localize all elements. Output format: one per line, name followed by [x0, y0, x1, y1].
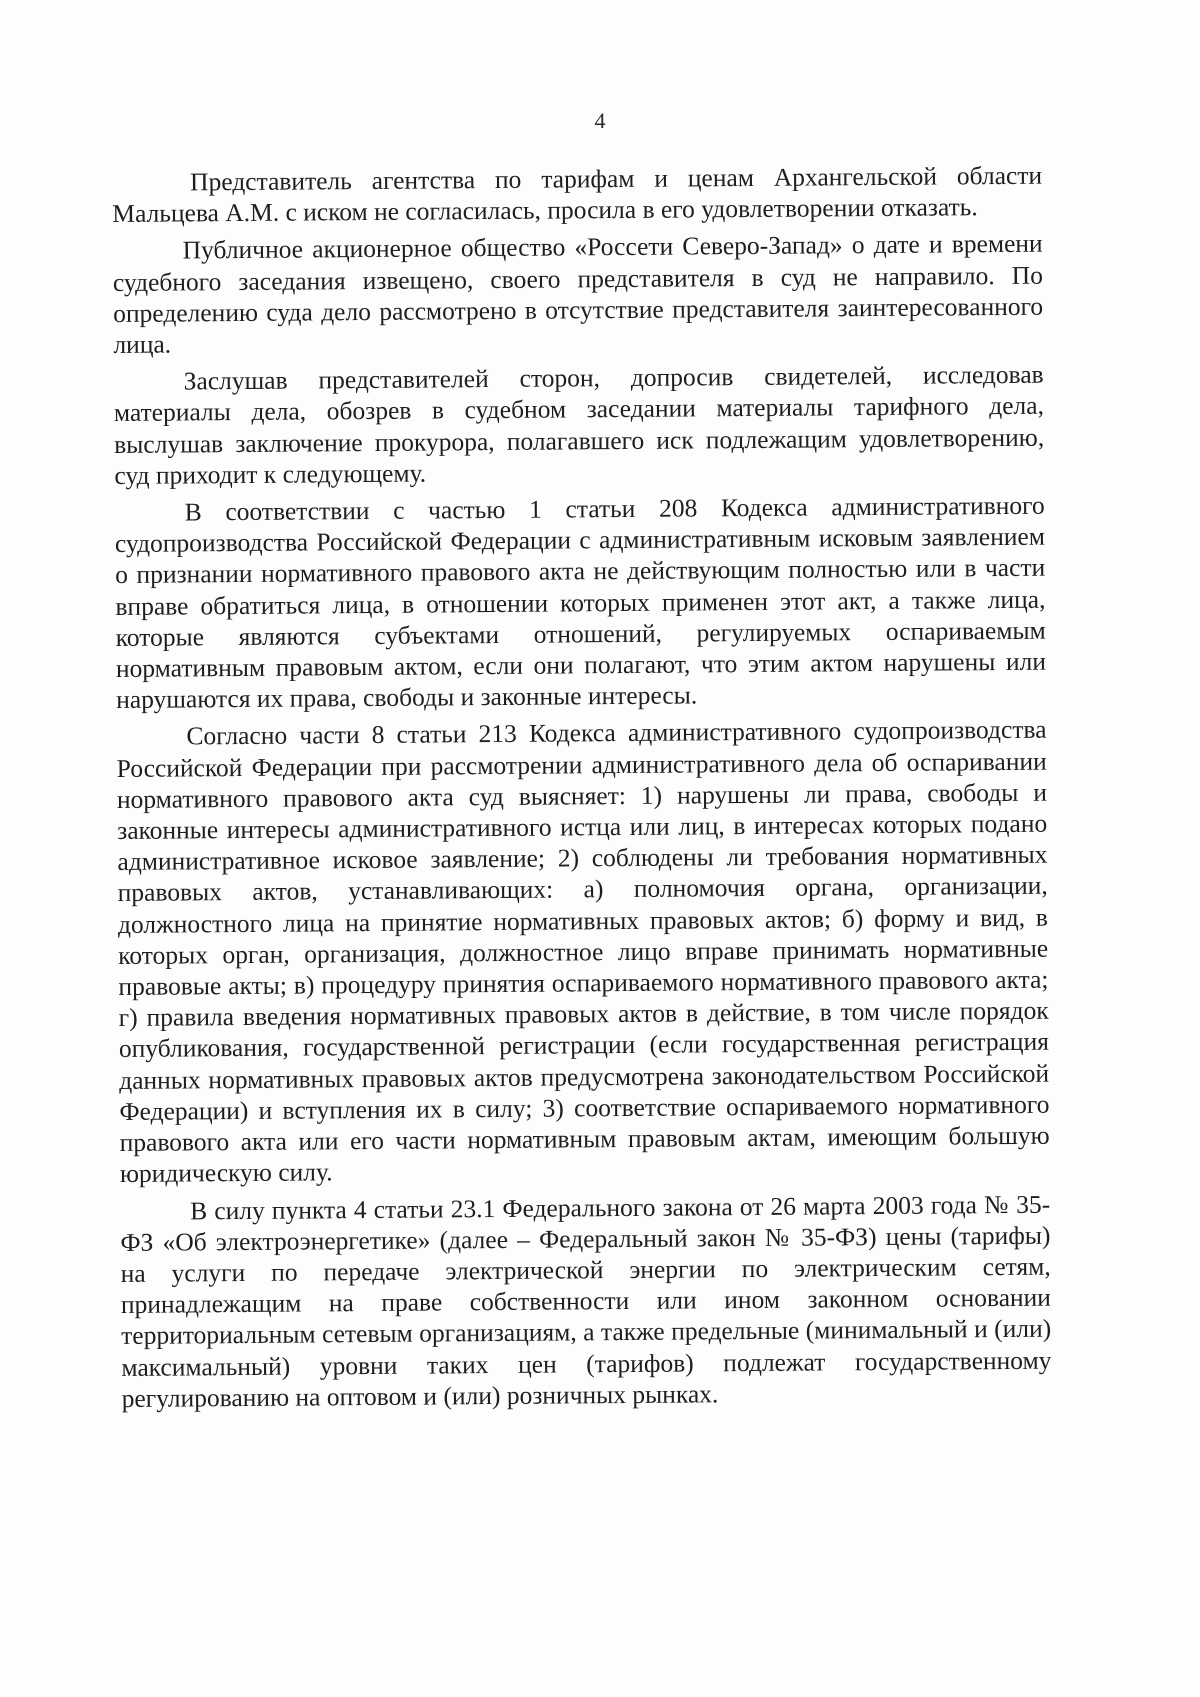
paragraph-court-hearing: Заслушав представителей сторон, допросив свидетелей, исследовав материалы дела, обозрев в судебном заседании материалы тарифного дела, выслушав заключение прокурора, полагавшего иск подлежащим удовлетворению, суд приходит к следующему. — [113, 359, 1045, 490]
paragraph-federal-law-35: В силу пункта 4 статьи 23.1 Федерального закона от 26 марта 2003 года № 35-ФЗ «Об электроэнергетике» (далее – Федеральный закон № 35-ФЗ) цены (тарифы) на услуги по передаче электрической энергии по электрическим сетям, принадлежащим на праве собственности или ином законном основании территориальным сетевым организациям, а также предельные (минимальный и (или) максимальный) уровни таких цен (тарифов) подлежат государственному регулированию на оптовом и (или) розничных рынках. — [120, 1189, 1052, 1413]
paragraph-article-208: В соответствии с частью 1 статьи 208 Кодекса административного судопроизводства Российской Федерации с административным исковым заявлением о признании нормативного правового акта не действующим полностью или в части вправе обратиться лица, в отношении которых применен этот акт, а также лица, которые являются субъектами отношений, регулируемых оспариваемым нормативным правовым актом, если они полагают, что этим актом нарушены или нарушаются их права, свободы и законные интересы. — [114, 490, 1047, 715]
paragraph-interested-party: Публичное акционерное общество «Россети Северо-Запад» о дате и времени судебного заседания извещено, своего представителя в суд не направило. По определению суда дело рассмотрено в отсутствие представителя заинтересованного лица. — [112, 229, 1044, 360]
paragraph-respondent-position: Представитель агентства по тарифам и ценам Архангельской области Мальцева А.М. с иском не согласилась, просила в его удовлетворении отказать. — [112, 160, 1043, 229]
page-number: 4 — [594, 108, 606, 133]
document-body — [112, 160, 1052, 1420]
paragraph-article-213: Согласно части 8 статьи 213 Кодекса административного судопроизводства Российской Федерации при рассмотрении административного дела об оспаривании нормативного правового акта суд выясняет: 1) нарушены ли права, свободы и законные интересы административного истца или лиц, в интересах которых подано административное исковое заявление; 2) соблюдены ли требования нормативных правовых актов, устанавливающих: а) полномочия органа, организации, должностного лица на принятие нормативных правовых актов; б) форму и вид, в которых орган, организация, должностное лицо вправе принимать нормативные правовые акты; в) процедуру принятия оспариваемого нормативного правового акта; г) правила введения нормативных правовых актов в действие, в том числе порядок опубликования, государственной регистрации (если государственная регистрация данных нормативных правовых актов предусмотрена законодательством Российской Федерации) и вступления их в силу; 3) соответствие оспариваемого нормативного правового акта или его части нормативным правовым актам, имеющим большую юридическую силу. — [116, 715, 1050, 1189]
